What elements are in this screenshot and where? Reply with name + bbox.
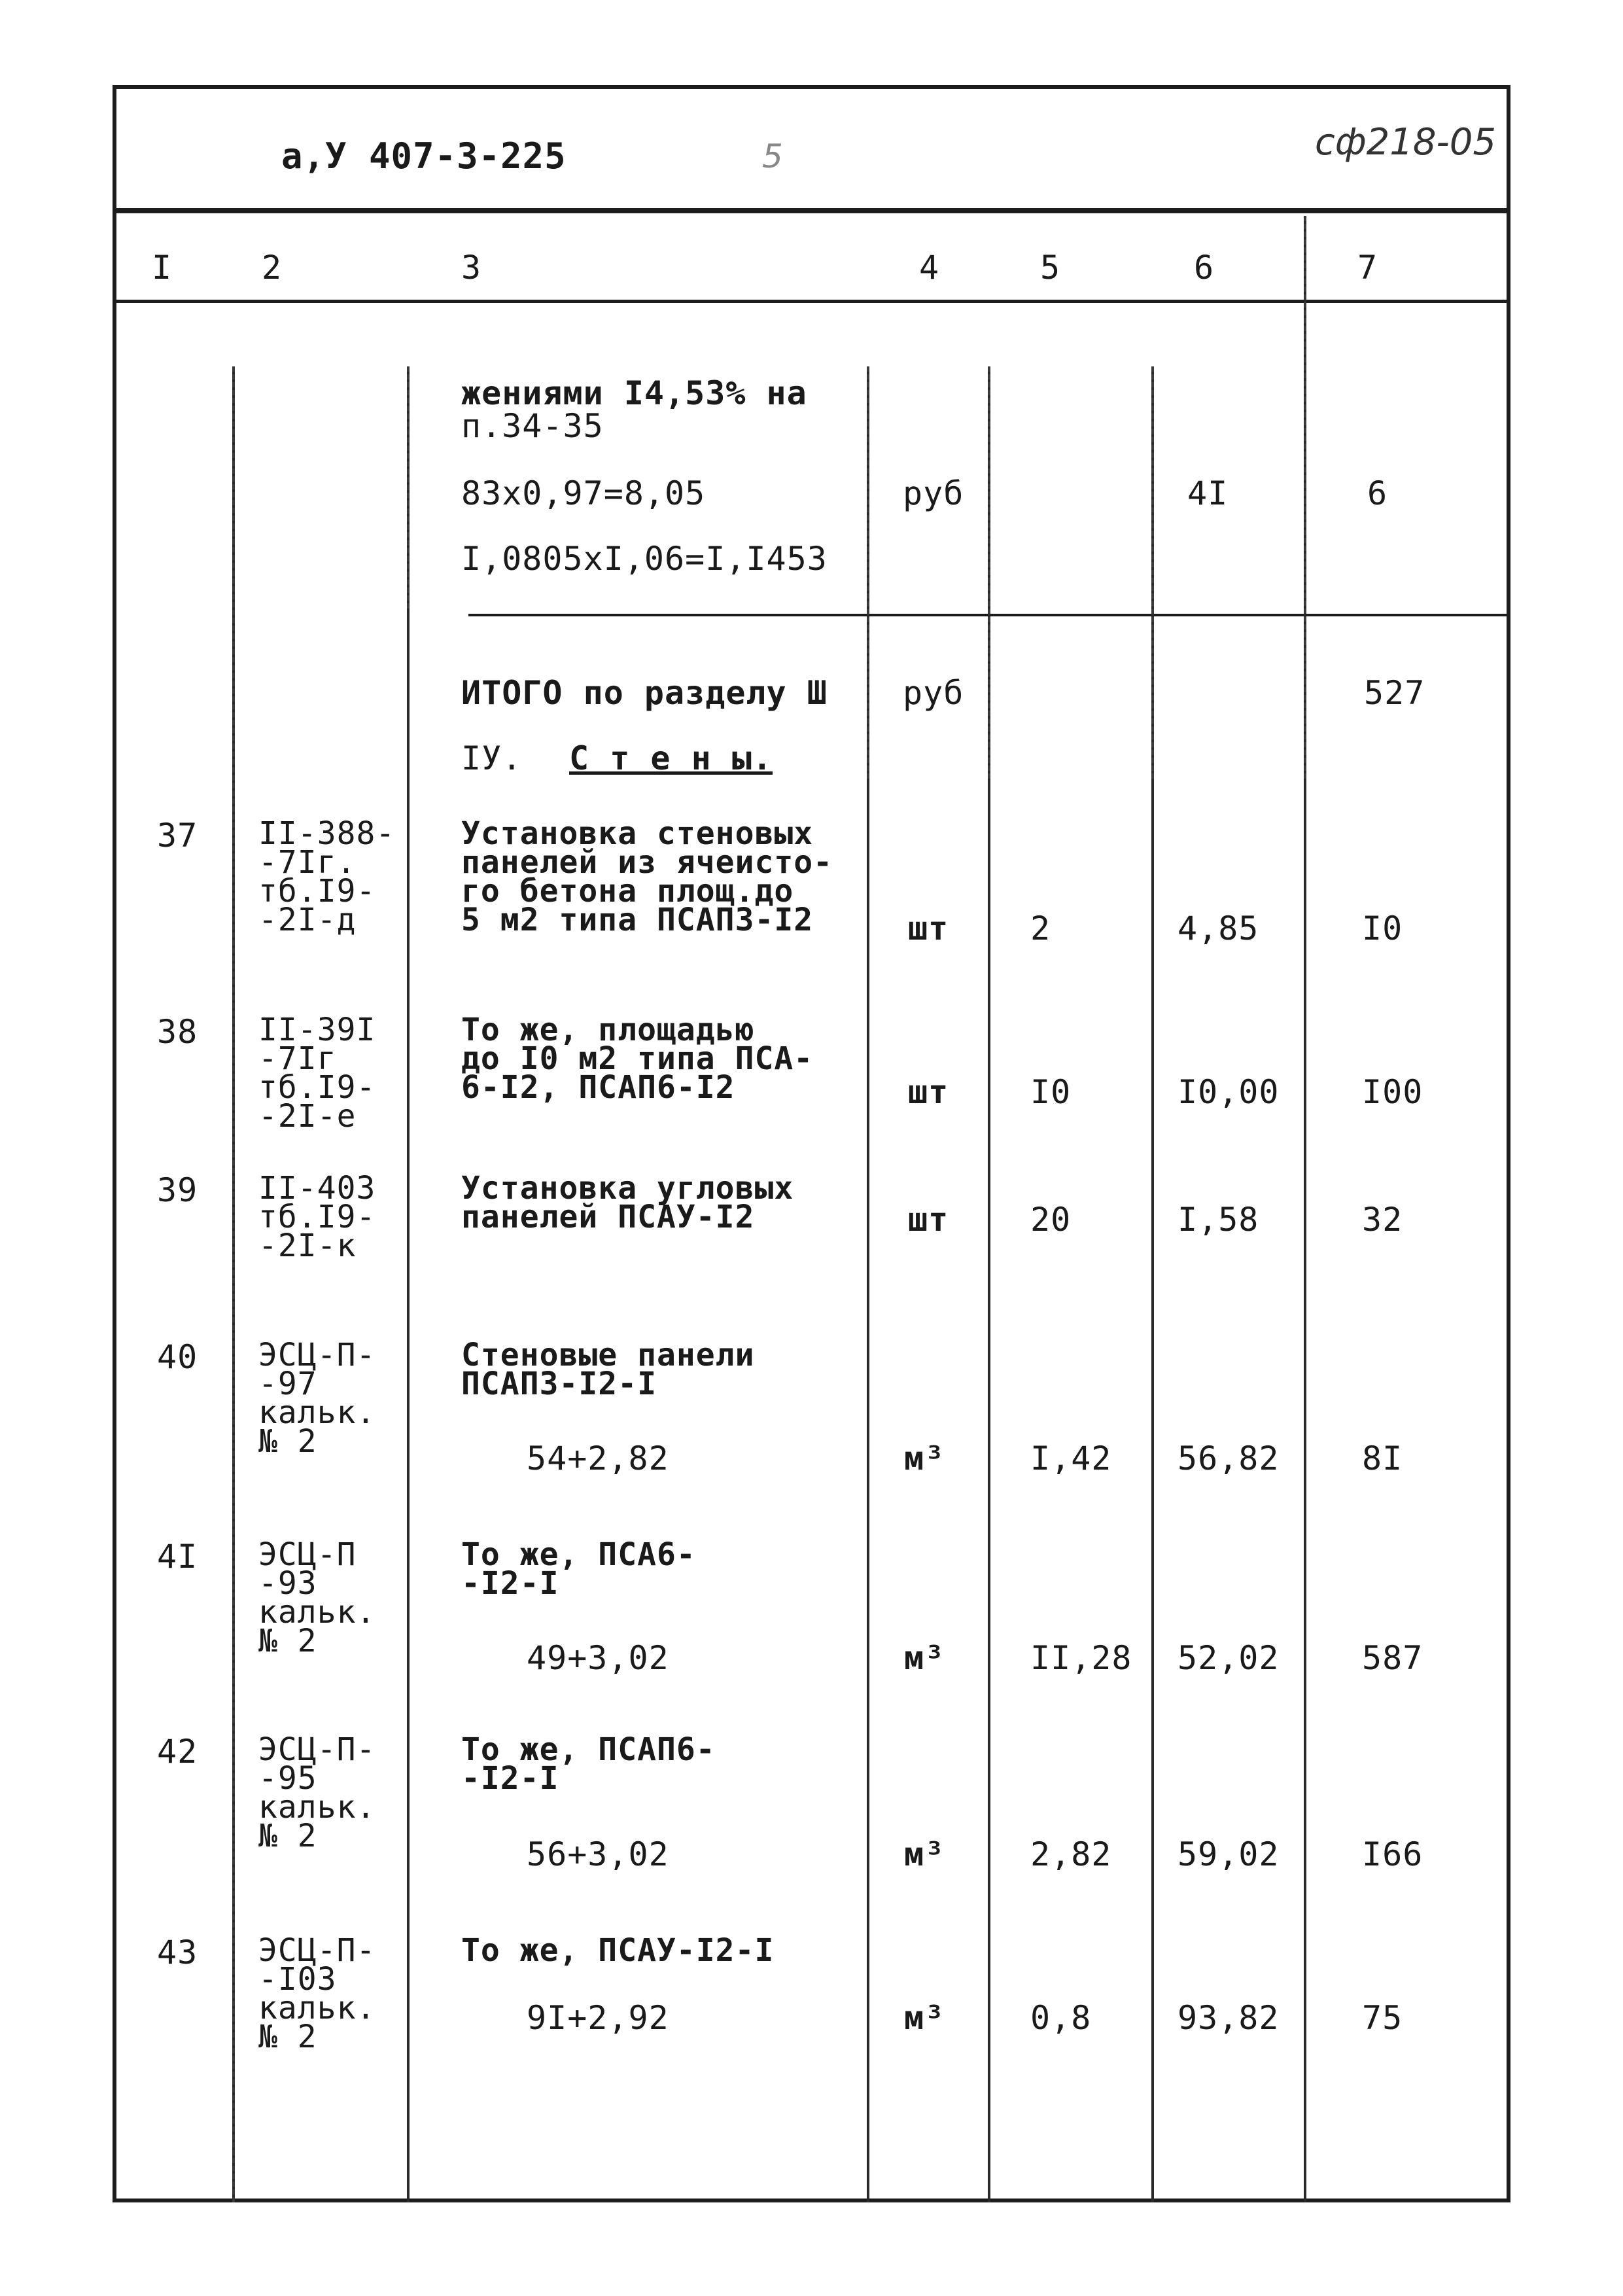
row-unit: м³ <box>904 1639 945 1677</box>
row-code-line: -97 <box>258 1366 317 1402</box>
row-quantity: II,28 <box>1030 1639 1132 1677</box>
row-calc: 56+3,02 <box>527 1835 669 1873</box>
row-unit-price: 59,02 <box>1178 1835 1280 1873</box>
row-desc-line: панелей из ячеисто- <box>461 844 833 881</box>
row-desc-line: до I0 м2 типа ПСА- <box>461 1040 814 1077</box>
col-divider-1 <box>232 366 235 2202</box>
row-number: 4I <box>157 1538 198 1576</box>
row-total: 32 <box>1362 1201 1403 1239</box>
row-total: 75 <box>1362 1999 1403 2037</box>
row-desc-line: То же, площадью <box>461 1012 755 1048</box>
row-code-line: № 2 <box>258 2019 317 2055</box>
row-code-line: II-388- <box>258 815 396 852</box>
row-code-line: -I03 <box>258 1961 337 1998</box>
section-total-unit: руб <box>903 674 964 712</box>
row-code-line: -95 <box>258 1760 317 1797</box>
row-total: 8I <box>1362 1439 1403 1477</box>
col-divider-5-top <box>1151 366 1154 779</box>
col-divider-6-top <box>1304 216 1306 779</box>
row-code-line: кальк. <box>258 1394 376 1431</box>
row-code-line: № 2 <box>258 1623 317 1659</box>
row-code-line: -7Iг. <box>258 844 357 881</box>
row-number: 37 <box>157 817 198 855</box>
row-desc-line: То же, ПСАУ-I2-I <box>461 1932 775 1969</box>
row-unit: м³ <box>904 1999 945 2037</box>
row-code-line: тб.I9- <box>258 873 376 910</box>
page-frame <box>113 85 1510 2202</box>
row-unit-price: I0,00 <box>1178 1073 1280 1111</box>
col-header-7: 7 <box>1357 249 1378 287</box>
row-desc-line: Установка угловых <box>461 1170 794 1207</box>
col-header-2: 2 <box>262 249 283 287</box>
row-unit: м³ <box>904 1835 945 1873</box>
col-header-3: 3 <box>461 249 482 287</box>
row-code-line: ЭСЦ-П- <box>258 1731 376 1768</box>
calc-line-a-unit: руб <box>903 474 964 512</box>
row-number: 39 <box>157 1171 198 1209</box>
row-unit: шт <box>908 910 949 947</box>
row-code-line: тб.I9- <box>258 1199 376 1235</box>
row-quantity: I,42 <box>1030 1439 1112 1477</box>
row-code-line: ЭСЦ-П- <box>258 1337 376 1373</box>
row-code-line: кальк. <box>258 1594 376 1631</box>
row-desc-line: -I2-I <box>461 1760 559 1797</box>
row-code-line: II-39I <box>258 1012 376 1048</box>
col-divider-5 <box>1151 779 1154 2202</box>
row-desc-line: Установка стеновых <box>461 815 814 852</box>
col-divider-6 <box>1304 779 1306 2202</box>
row-code-line: -2I-е <box>258 1098 357 1135</box>
row-unit-price: 93,82 <box>1178 1999 1280 2037</box>
col-header-6: 6 <box>1194 249 1215 287</box>
row-desc-line: Стеновые панели <box>461 1337 755 1373</box>
row-unit-price: 4,85 <box>1178 910 1259 947</box>
col-header-5: 5 <box>1040 249 1061 287</box>
row-code-line: -2I-д <box>258 902 357 938</box>
section-number: IУ. <box>461 739 523 777</box>
row-code-line: -7Iг <box>258 1040 337 1077</box>
row-quantity: 0,8 <box>1030 1999 1092 2037</box>
calc-line-a: 83x0,97=8,05 <box>461 474 706 512</box>
col-divider-4 <box>988 779 990 2202</box>
header-rule <box>113 208 1510 213</box>
row-desc-line: 6-I2, ПСАП6-I2 <box>461 1069 735 1106</box>
row-calc: 54+2,82 <box>527 1439 669 1477</box>
row-code-line: кальк. <box>258 1789 376 1826</box>
row-quantity: 2,82 <box>1030 1835 1112 1873</box>
row-calc: 9I+2,92 <box>527 1999 669 2037</box>
row-code-line: тб.I9- <box>258 1069 376 1106</box>
row-code-line: № 2 <box>258 1818 317 1854</box>
col-divider-2-top <box>407 366 410 609</box>
sheet-code: сф218-05 <box>1315 121 1497 164</box>
row-desc-line: То же, ПСАП6- <box>461 1731 716 1768</box>
row-desc-line: ПСАПЗ-I2-I <box>461 1366 657 1402</box>
row-desc-line: панелей ПСАУ-I2 <box>461 1199 755 1235</box>
row-total: 587 <box>1362 1639 1423 1677</box>
row-unit: шт <box>908 1201 949 1239</box>
row-code-line: ЭСЦ-П <box>258 1536 357 1573</box>
col-divider-3 <box>867 779 869 2202</box>
calc-line-a-total: 6 <box>1367 474 1388 512</box>
row-quantity: 20 <box>1030 1201 1072 1239</box>
row-code-line: кальк. <box>258 1990 376 2026</box>
col-header-1: I <box>152 249 173 287</box>
row-calc: 49+3,02 <box>527 1639 669 1677</box>
row-quantity: I0 <box>1030 1073 1072 1111</box>
row-unit: шт <box>908 1073 949 1111</box>
section-total-value: 527 <box>1364 674 1425 712</box>
row-total: I00 <box>1362 1073 1423 1111</box>
col-header-4: 4 <box>919 249 940 287</box>
row-unit-price: I,58 <box>1178 1201 1259 1239</box>
col-divider-3-top <box>867 366 869 779</box>
row-code-line: -2I-к <box>258 1227 357 1264</box>
section-title: С т е н ы. <box>569 739 773 777</box>
row-desc-line: -I2-I <box>461 1565 559 1602</box>
calc-line-b: I,0805xI,06=I,I453 <box>461 540 828 578</box>
row-code-line: ЭСЦ-П- <box>258 1932 376 1969</box>
row-unit: м³ <box>904 1439 945 1477</box>
row-desc-line: То же, ПСА6- <box>461 1536 696 1573</box>
row-number: 43 <box>157 1934 198 1971</box>
page-number: 5 <box>762 137 783 175</box>
continuation-line-1: жениями I4,53% на <box>461 374 807 412</box>
row-code-line: -93 <box>258 1565 317 1602</box>
column-header-rule <box>113 300 1510 303</box>
row-total: I0 <box>1362 910 1403 947</box>
row-number: 42 <box>157 1733 198 1771</box>
continuation-line-2: п.34-35 <box>461 407 604 445</box>
row-number: 40 <box>157 1338 198 1376</box>
calc-line-a-price: 4I <box>1187 474 1229 512</box>
row-code-line: II-403 <box>258 1170 376 1207</box>
row-number: 38 <box>157 1013 198 1051</box>
row-total: I66 <box>1362 1835 1423 1873</box>
col-divider-4-top <box>988 366 990 779</box>
row-unit-price: 52,02 <box>1178 1639 1280 1677</box>
section-total-label: ИТОГО по разделу Ш <box>461 674 828 712</box>
row-unit-price: 56,82 <box>1178 1439 1280 1477</box>
col-divider-2 <box>407 609 410 2202</box>
doc-code: а,У 407-3-225 <box>281 135 567 177</box>
row-quantity: 2 <box>1030 910 1051 947</box>
row-desc-line: го бетона площ.до <box>461 873 794 910</box>
row-desc-line: 5 м2 типа ПСАПЗ-I2 <box>461 902 814 938</box>
row-code-line: № 2 <box>258 1423 317 1460</box>
